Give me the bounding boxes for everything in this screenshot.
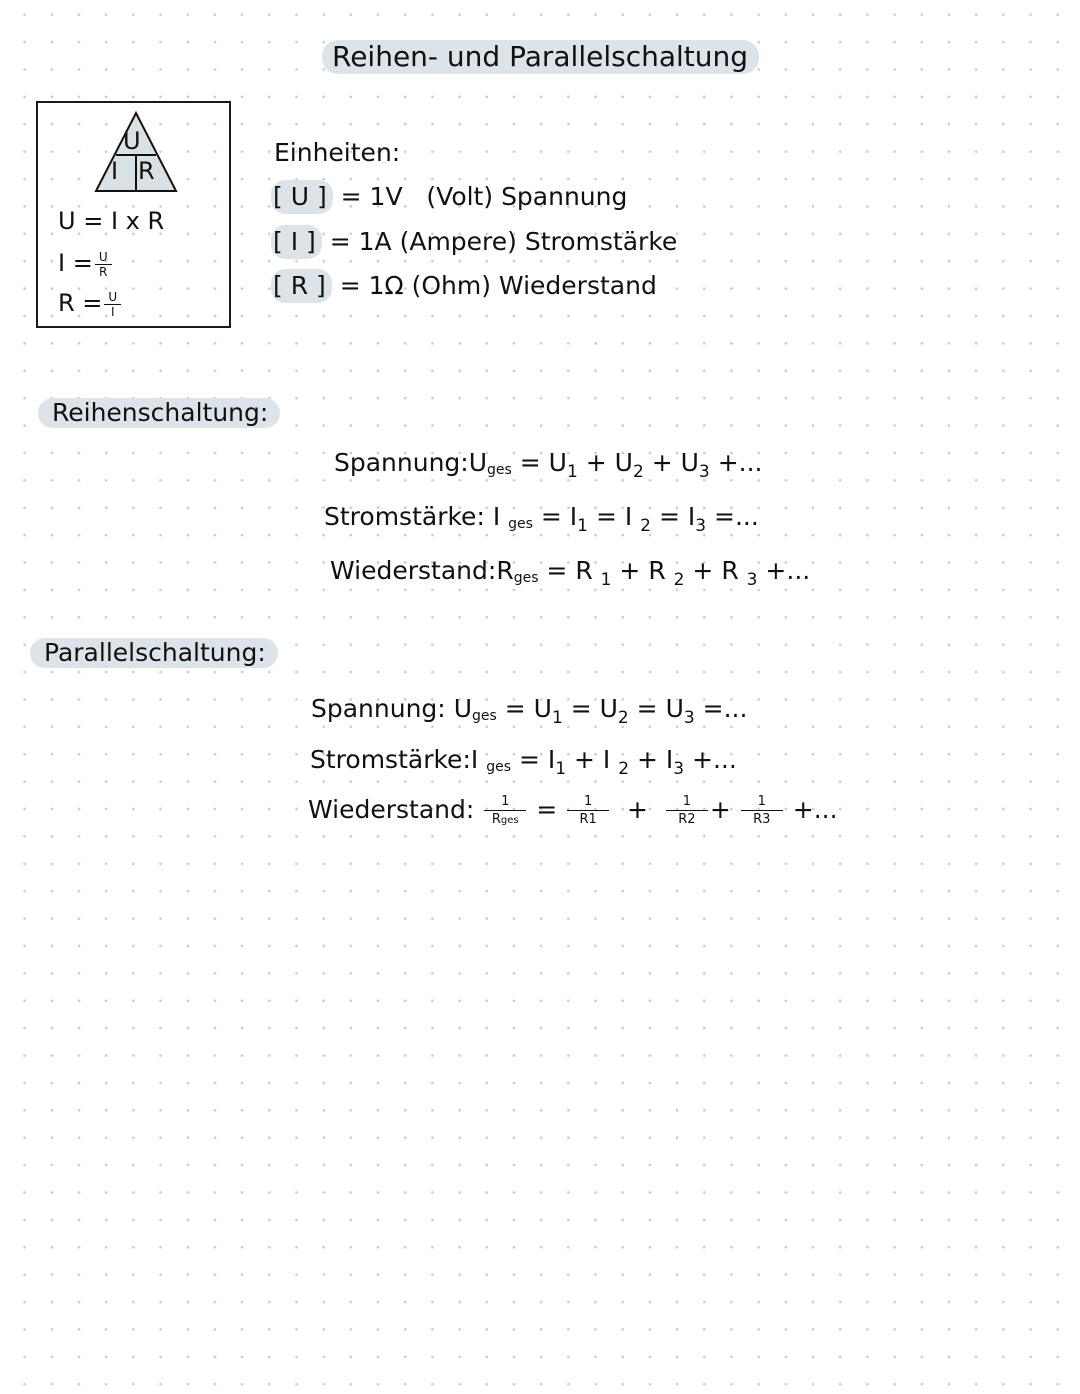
ohms-law-box [36,101,231,328]
series-current-row: Stromstärke: I $_{ges} = I_1 = I$ $_2 = I_3$ =... [324,502,759,536]
parallel-current-row: Stromstärke:I $_{ges} = I_1 + I$ $_2 + I_3$ +... [310,745,737,779]
triangle-right-label: R [138,157,155,185]
triangle-top-label: U [123,127,141,155]
formula-i: I = $\frac{U}{R}$ [58,249,112,278]
triangle-left-label: I [111,157,119,185]
formula-r: R = $\frac{U}{I}$ [58,289,121,318]
unit-row-voltage: [ U ] = 1V (Volt) Spannung [271,180,627,214]
parallel-heading: Parallelschaltung: [30,638,278,668]
parallel-voltage-row: Spannung: $U_{ges} = U_1 = U_2 = U_3$ =... [311,694,748,728]
series-voltage-row: $Spannung:U_{ges} = U_1 + U_2 + U_3$ +... [334,448,763,482]
fraction-r3: $\frac{1}{R3}$ [741,795,783,827]
series-resistance-row: $Wiederstand:R_{ges} = R$ $_1$ + R $_2$ + R $_3$ +... [330,556,811,590]
unit-row-current: [ I ] = 1A (Ampere) Stromstärke [271,225,677,259]
fraction-r-ges: $\frac{1}{\text{Rges}}$ [484,795,526,828]
formula-u: U = I x R [58,207,165,235]
unit-row-resistance: [ R ] = 1Ω (Ohm) Wiederstand [271,269,657,303]
fraction-r1: $\frac{1}{R1}$ [567,795,609,827]
parallel-resistance-row: Wiederstand: $\frac{1}{\text{Rges}}$ = $\frac{1}{R1}$ + $\frac{1}{R2}$ + $\frac{1}{R3}$ +... [308,793,838,827]
series-heading: Reihenschaltung: [38,398,280,428]
page-title: Reihen- und Parallelschaltung [322,40,759,74]
units-heading: Einheiten: [274,138,401,167]
fraction-r2: $\frac{1}{R2}$ [666,795,708,827]
